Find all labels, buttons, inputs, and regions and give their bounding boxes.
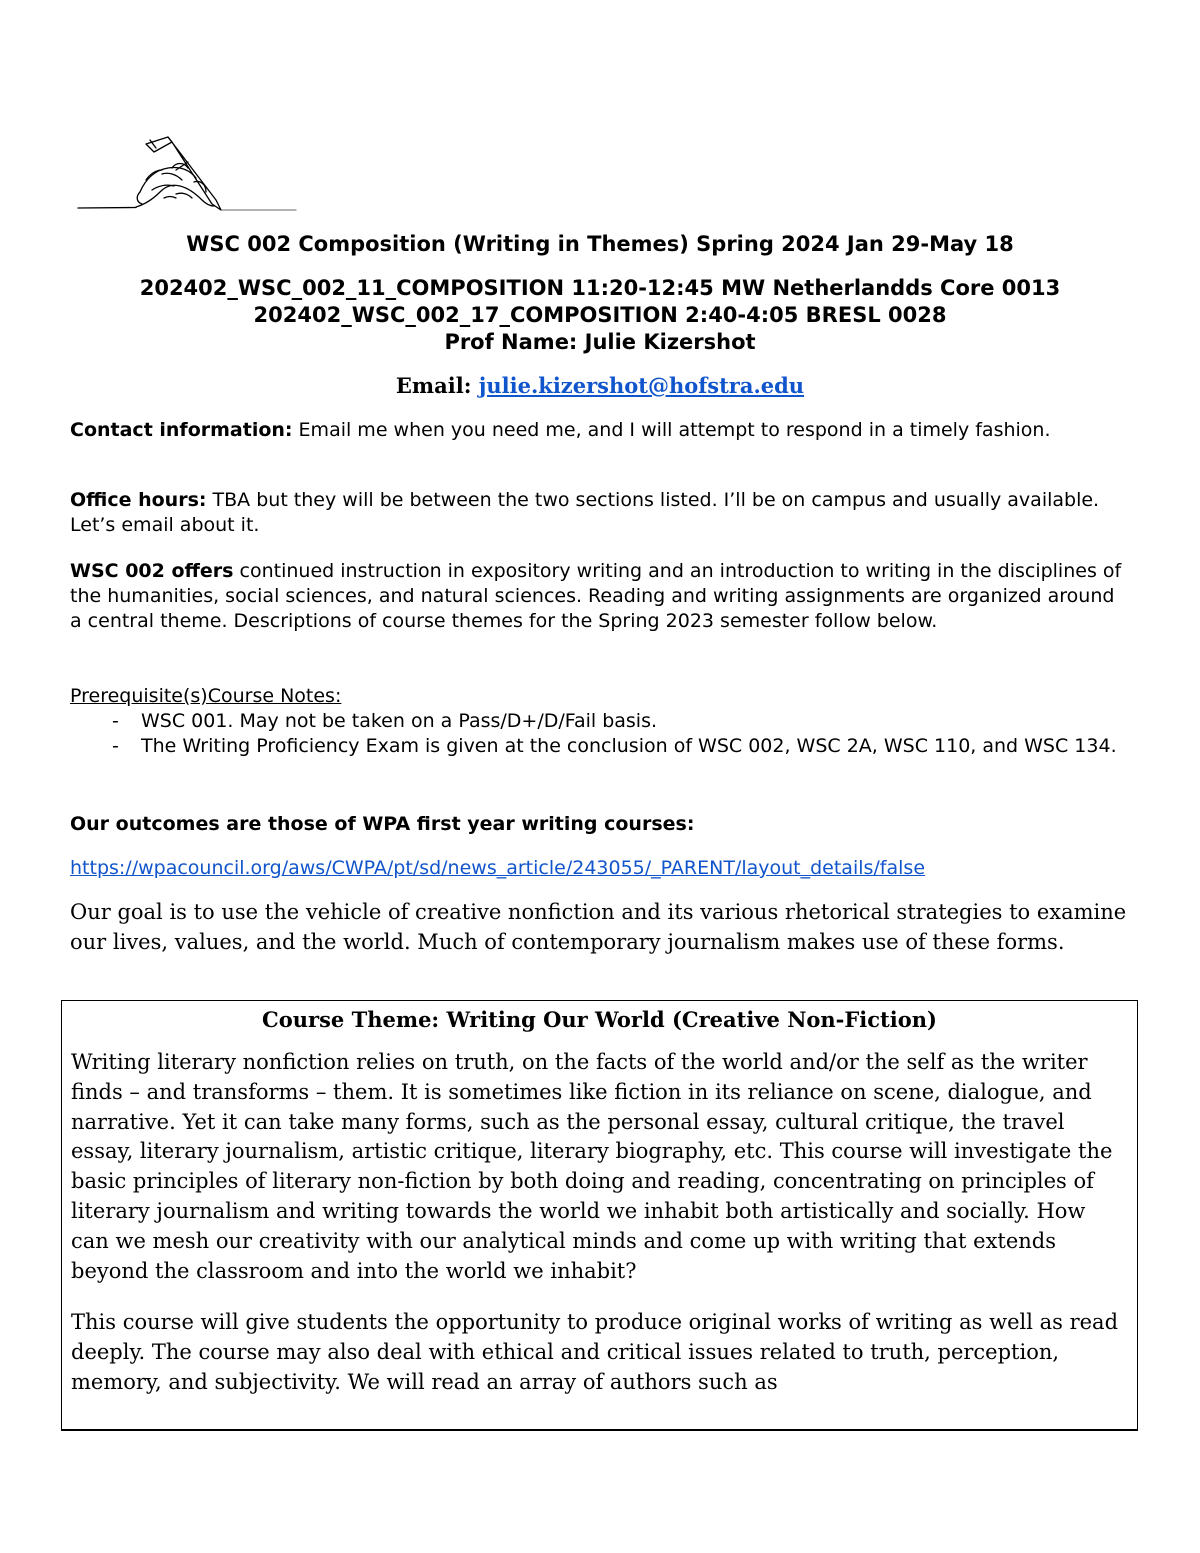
outcomes-link-line (70, 856, 1130, 881)
professor-name: Prof Name: Julie Kizershot (444, 330, 756, 354)
contact-info (70, 418, 1130, 443)
contact-text: Email me when you need me, and I will attempt to respond in a timely fashion. (292, 419, 1051, 441)
office-hours (70, 488, 1130, 538)
list-item (70, 734, 1130, 759)
dash-bullet: - (112, 710, 119, 732)
dash-bullet: - (112, 735, 119, 757)
office-hours-label: Office hours: (70, 489, 207, 511)
course-goal: Our goal is to use the vehicle of creative nonfiction and its various rhetorical strategies to examine our lives, values, and the world. Much of contemporary journalism makes use of these forms. (70, 900, 1127, 954)
theme-box-bottom-rule (61, 1429, 1138, 1431)
prereq-heading: Prerequisite(s)Course Notes: (70, 685, 342, 707)
course-sections (0, 275, 1200, 356)
writing-hand-icon (76, 134, 298, 218)
course-offers (70, 559, 1130, 634)
list-item (70, 709, 1130, 734)
section-1: 202402_WSC_002_11_COMPOSITION 11:20-12:45 MW Netherlandds Core 0013 (139, 276, 1061, 300)
course-title: WSC 002 Composition (Writing in Themes) Spring 2024 Jan 29-May 18 (186, 232, 1014, 256)
offers-label: WSC 002 offers (70, 560, 234, 582)
contact-label: Contact information: (70, 419, 293, 441)
course-theme-box (61, 1000, 1138, 1430)
email-link[interactable]: julie.kizershot@hofstra.edu (478, 373, 805, 398)
email-label: Email: (395, 373, 472, 398)
prerequisites (70, 684, 1130, 759)
email-line (0, 372, 1200, 400)
offers-text: continued instruction in expository writing and an introduction to writing in the disciplines of the humanities, social sciences, and natural sciences. Reading and writing assignments are organized around a central theme. Descriptions of course themes for the Spring 2023 semester follow below. (70, 560, 1122, 632)
outcomes-heading: Our outcomes are those of WPA first year writing courses: (70, 813, 695, 835)
section-2: 202402_WSC_002_17_COMPOSITION 2:40-4:05 BRESL 0028 (253, 303, 947, 327)
prereq-list (70, 709, 1130, 759)
theme-paragraph-2: This course will give students the opportunity to produce original works of writing as well as read deeply. The course may also deal with ethical and critical issues related to truth, perception, memory, and subjectivity. We will read an array of authors such as (71, 1310, 1119, 1394)
theme-title: Course Theme: Writing Our World (Creative Non-Fiction) (262, 1007, 937, 1032)
prereq-item-1: WSC 001. May not be taken on a Pass/D+/D/Fail basis. (141, 710, 658, 732)
outcomes-link[interactable]: https://wpacouncil.org/aws/CWPA/pt/sd/news_article/243055/_PARENT/layout_details/false (70, 857, 926, 879)
office-hours-text: TBA but they will be between the two sections listed. I’ll be on campus and usually available. Let’s email about it. (70, 489, 1100, 536)
theme-paragraph-1: Writing literary nonfiction relies on truth, on the facts of the world and/or the self as the writer finds – and transforms – them. It is sometimes like fiction in its reliance on scene, dialogue, and narrative. Yet it can take many forms, such as the personal essay, cultural critique, the travel essay, literary journalism, artistic critique, literary biography, etc. This course will investigate the basic principles of literary non-fiction by both doing and reading, concentrating on principles of literary journalism and writing towards the world we inhabit both artistically and socially. How can we mesh our creativity with our analytical minds and come up with writing that extends beyond the classroom and into the world we inhabit? (71, 1050, 1113, 1283)
prereq-item-2: The Writing Proficiency Exam is given at the conclusion of WSC 002, WSC 2A, WSC 110, and WSC 134. (141, 735, 1117, 757)
